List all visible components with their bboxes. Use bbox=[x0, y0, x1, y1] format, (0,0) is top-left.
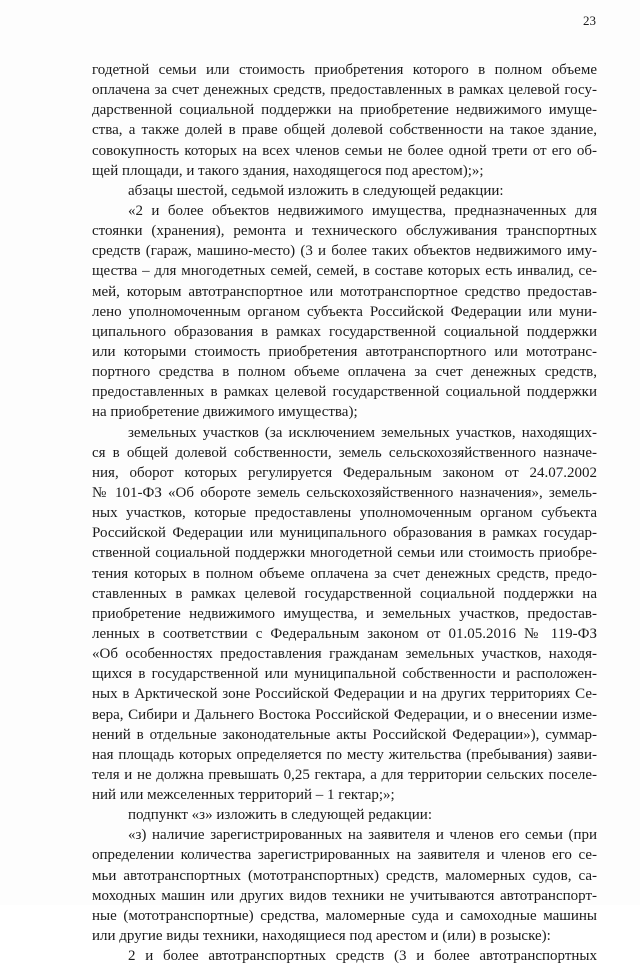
text-line: щей площади, и такого здания, находящегося под арестом);»; bbox=[92, 162, 484, 179]
text-line: или которыми стоимость приобретения автотранспортного или мототранс- bbox=[92, 343, 597, 360]
text-line: щества – для многодетных семей, семей, в составе которых есть инвалид, се- bbox=[92, 263, 597, 280]
text-line: ния, оборот которых регулируется Федеральным законом от 24.07.2002 bbox=[92, 464, 597, 481]
text-line: ственной социальной поддержки многодетной семьи или стоимость приобре- bbox=[92, 545, 597, 562]
text-line: 2 и более автотранспортных средств (3 и более автотранспортных bbox=[128, 948, 597, 965]
text-line: щихся в государственной или муниципальной собственности и расположен- bbox=[92, 666, 597, 683]
text-line: ципального образования в рамках государственной социальной поддержки bbox=[92, 323, 597, 340]
text-line: средств (гараж, машино-место) (3 и более таких объектов недвижимого иму- bbox=[92, 243, 597, 260]
text-line: вера, Сибири и Дальнего Востока Российской Федерации, и о внесении изме- bbox=[92, 706, 597, 723]
text-line: нений в отдельные законодательные акты Российской Федерации»), суммар- bbox=[92, 726, 597, 743]
text-line: тения которых в полном объеме оплачена за счет денежных средств, предо- bbox=[92, 565, 597, 582]
text-line: «з) наличие зарегистрированных на заявителя и членов его семьи (при bbox=[128, 827, 597, 844]
text-line: годетной семьи или стоимость приобретения которого в полном объеме bbox=[92, 62, 597, 78]
text-line: совокупность которых на всех членов семьи не более одной трети от его об- bbox=[92, 142, 597, 159]
text-line: дарственной социальной поддержки на приобретение недвижимого имуще- bbox=[92, 102, 597, 119]
text-line: на приобретение движимого имущества); bbox=[92, 404, 358, 421]
text-line: мьи автотранспортных (мототранспортных) средств, маломерных судов, са- bbox=[92, 867, 597, 884]
text-line: ставленных в рамках целевой государственной социальной поддержки на bbox=[92, 585, 597, 602]
text-line: ленных в соответствии с Федеральным законом от 01.05.2016 № 119-ФЗ bbox=[92, 625, 597, 642]
text-line: или другие виды техники, находящиеся под арестом и (или) в розыске): bbox=[92, 928, 551, 945]
text-line: «Об особенностях предоставления гражданам земельных участков, находя- bbox=[92, 646, 597, 663]
text-line: ных в Арктической зоне Российской Федерации и на других территориях Се- bbox=[92, 686, 597, 703]
text-line: абзацы шестой, седьмой изложить в следующей редакции: bbox=[128, 182, 504, 199]
text-line: предоставленных в рамках целевой государственной социальной поддержки bbox=[92, 384, 597, 401]
text-line: приобретение недвижимого имущества, и земельных участков, предостав- bbox=[92, 605, 597, 622]
text-line: ний или межселенных территорий – 1 гектар;»; bbox=[92, 787, 395, 804]
text-line: определении количества зарегистрированных на заявителя и членов его се- bbox=[92, 847, 597, 864]
text-line: ные (мототранспортные) средства, маломерные суда и самоходные машины bbox=[92, 907, 597, 924]
text-line: мей, которым автотранспортное или мототранспортное средство предостав- bbox=[92, 283, 597, 300]
page-number: 23 bbox=[583, 13, 596, 28]
text-line: лено уполномоченным органом субъекта Российской Федерации или муни- bbox=[92, 303, 597, 320]
text-line: портного средства в полном объеме оплачена за счет денежных средств, bbox=[92, 364, 597, 381]
text-line: Российской Федерации или муниципального образования в рамках государ- bbox=[92, 525, 597, 542]
text-line: подпункт «з» изложить в следующей редакции: bbox=[128, 807, 432, 824]
text-line: ная площадь которых определяется по месту жительства (пребывания) заяви- bbox=[92, 746, 597, 763]
text-line: ства, а также долей в праве общей долевой собственности на такое здание, bbox=[92, 122, 597, 139]
text-line: теля и не должна превышать 0,25 гектара, а для территории сельских поселе- bbox=[92, 766, 597, 783]
text-line: «2 и более объектов недвижимого имущества, предназначенных для bbox=[128, 202, 597, 219]
text-line: ся в общей долевой собственности, земель сельскохозяйственного назначе- bbox=[92, 444, 597, 461]
text-line: № 101-ФЗ «Об обороте земель сельскохозяйственного назначения», земель- bbox=[92, 484, 597, 501]
text-line: земельных участков (за исключением земельных участков, находящих- bbox=[128, 424, 597, 441]
text-line: оплачена за счет денежных средств, предоставленных в рамках целевой госу- bbox=[92, 82, 597, 99]
document-body bbox=[92, 60, 597, 966]
text-line: моходных машин или других видов техники не учитываются автотранспорт- bbox=[92, 887, 597, 904]
text-line: ных участков, которые предоставлены уполномоченным органом субъекта bbox=[92, 505, 597, 522]
text-line: стоянки (хранения), ремонта и технического обслуживания транспортных bbox=[92, 223, 597, 240]
